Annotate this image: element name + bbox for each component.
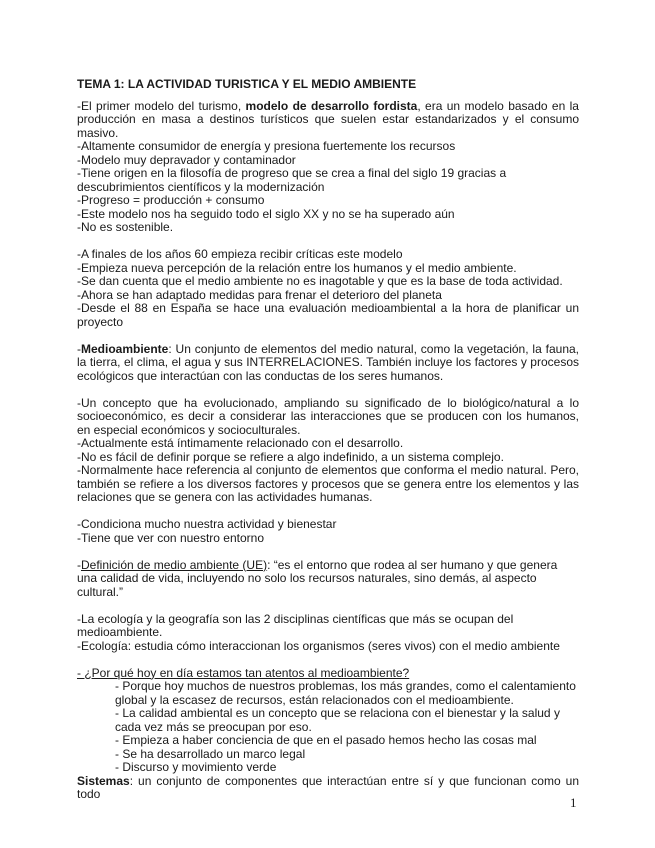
paragraph-sistemas (77, 775, 579, 802)
spacer (77, 653, 579, 667)
list-item: -Tiene que ver con nuestro entorno (77, 530, 265, 545)
text-run: : “es el entorno que rodea al ser humano y que genera una calidad de vida, incluyendo no solo los recursos naturales, sino demás, al aspecto cultural.” (77, 557, 558, 599)
spacer (77, 329, 579, 343)
text-run: -El primer modelo del turismo, (77, 98, 246, 113)
paragraph-medioambiente (77, 343, 579, 384)
bold-term: Medioambiente (81, 341, 169, 356)
spacer (77, 383, 579, 397)
question-heading: - ¿Por qué hoy en día estamos tan atentos al medioambiente? (77, 665, 410, 680)
indented-item: - Discurso y movimiento verde (115, 760, 277, 774)
list-item: -No es fácil de definir porque se refiere a algo indefinido, a un sistema complejo. (77, 449, 504, 464)
list-item: -Se dan cuenta que el medio ambiente no es inagotable y que es la base de toda actividad. (77, 274, 563, 288)
spacer (77, 235, 579, 249)
list-item: -A finales de los años 60 empieza recibir críticas este modelo (77, 247, 403, 261)
spacer (77, 545, 579, 559)
document-page (77, 78, 579, 802)
spacer (77, 599, 579, 613)
list-item: -Desde el 88 en España se hace una evaluación medioambiental a la hora de planificar un proyecto (77, 301, 579, 329)
paragraph-definicion (77, 559, 579, 600)
list-item: -Tiene origen en la filosofía de progreso que se crea a final del siglo 19 gracias a descubrimientos científicos y la modernización (77, 166, 507, 194)
list-item: -Este modelo nos ha seguido todo el siglo XX y no se ha superado aún (77, 206, 455, 221)
list-item: -Condiciona mucho nuestra actividad y bienestar (77, 517, 337, 531)
list-item: -Actualmente está íntimamente relacionado con el desarrollo. (77, 436, 404, 450)
text-run: - (77, 557, 81, 572)
indented-item: - Se ha desarrollado un marco legal (115, 746, 306, 761)
text-run: - (77, 341, 81, 356)
spacer (77, 505, 579, 519)
list-item: -La ecología y la geografía son las 2 disciplinas científicas que más se ocupan del medioambiente. (77, 611, 514, 639)
bold-term: modelo de desarrollo fordista (245, 98, 418, 113)
text-run: : un conjunto de componentes que interactúan entre sí y que funcionan como un todo (77, 773, 579, 801)
list-item: -Altamente consumidor de energía y presiona fuertemente los recursos (77, 139, 456, 153)
list-item: -Empieza nueva percepción de la relación entre los humanos y el medio ambiente. (77, 260, 517, 275)
indented-item: - La calidad ambiental es un concepto que se relaciona con el bienestar y la salud y cada vez más se preocupan por eso. (115, 706, 560, 734)
page-title: TEMA 1: LA ACTIVIDAD TURISTICA Y EL MEDIO AMBIENTE (77, 77, 417, 91)
paragraph-fordista (77, 100, 579, 141)
text-run: , era un modelo basado en la producción en masa a destinos turísticos que suelen estar estandarizados y el consumo masivo. (77, 98, 579, 140)
list-item: -No es sostenible. (77, 220, 174, 234)
indented-item: - Porque hoy muchos de nuestros problemas, los más grandes, como el calentamiento global y la escasez de recursos, están relacionados con el medioambiente. (115, 679, 576, 707)
list-item: -Ahora se han adaptado medidas para frenar el deterioro del planeta (77, 287, 442, 302)
list-item: -Normalmente hace referencia al conjunto de elementos que conforma el medio natural. Pero, también se refiere a los diversos factores y procesos que se genera entre los elementos y las relaciones que se genera con las actividades humanas. (77, 463, 579, 504)
list-item: -Un concepto que ha evolucionado, ampliando su significado de lo biológico/natural a lo socioeconómico, es decir a considerar las interacciones que se producen con los humanos, en especial económicos y socioculturales. (77, 395, 579, 437)
page-number: 1 (570, 795, 577, 810)
indented-item: - Empieza a haber conciencia de que en el pasado hemos hecho las cosas mal (115, 733, 537, 747)
bold-term: Sistemas (77, 773, 130, 788)
text-run: : Un conjunto de elementos del medio natural, como la vegetación, la fauna, la tierra, el clima, el agua y sus INTERRELACIONES. También incluye los factores y procesos ecológicos que interactúan con las conductas de los seres humanos. (77, 341, 579, 383)
list-item: -Ecología: estudia cómo interaccionan los organismos (seres vivos) con el medio ambiente (77, 638, 560, 653)
list-item: -Progreso = producción + consumo (77, 193, 265, 207)
list-item: -Modelo muy depravador y contaminador (77, 152, 296, 167)
underlined-term: Definición de medio ambiente (UE) (81, 557, 268, 572)
